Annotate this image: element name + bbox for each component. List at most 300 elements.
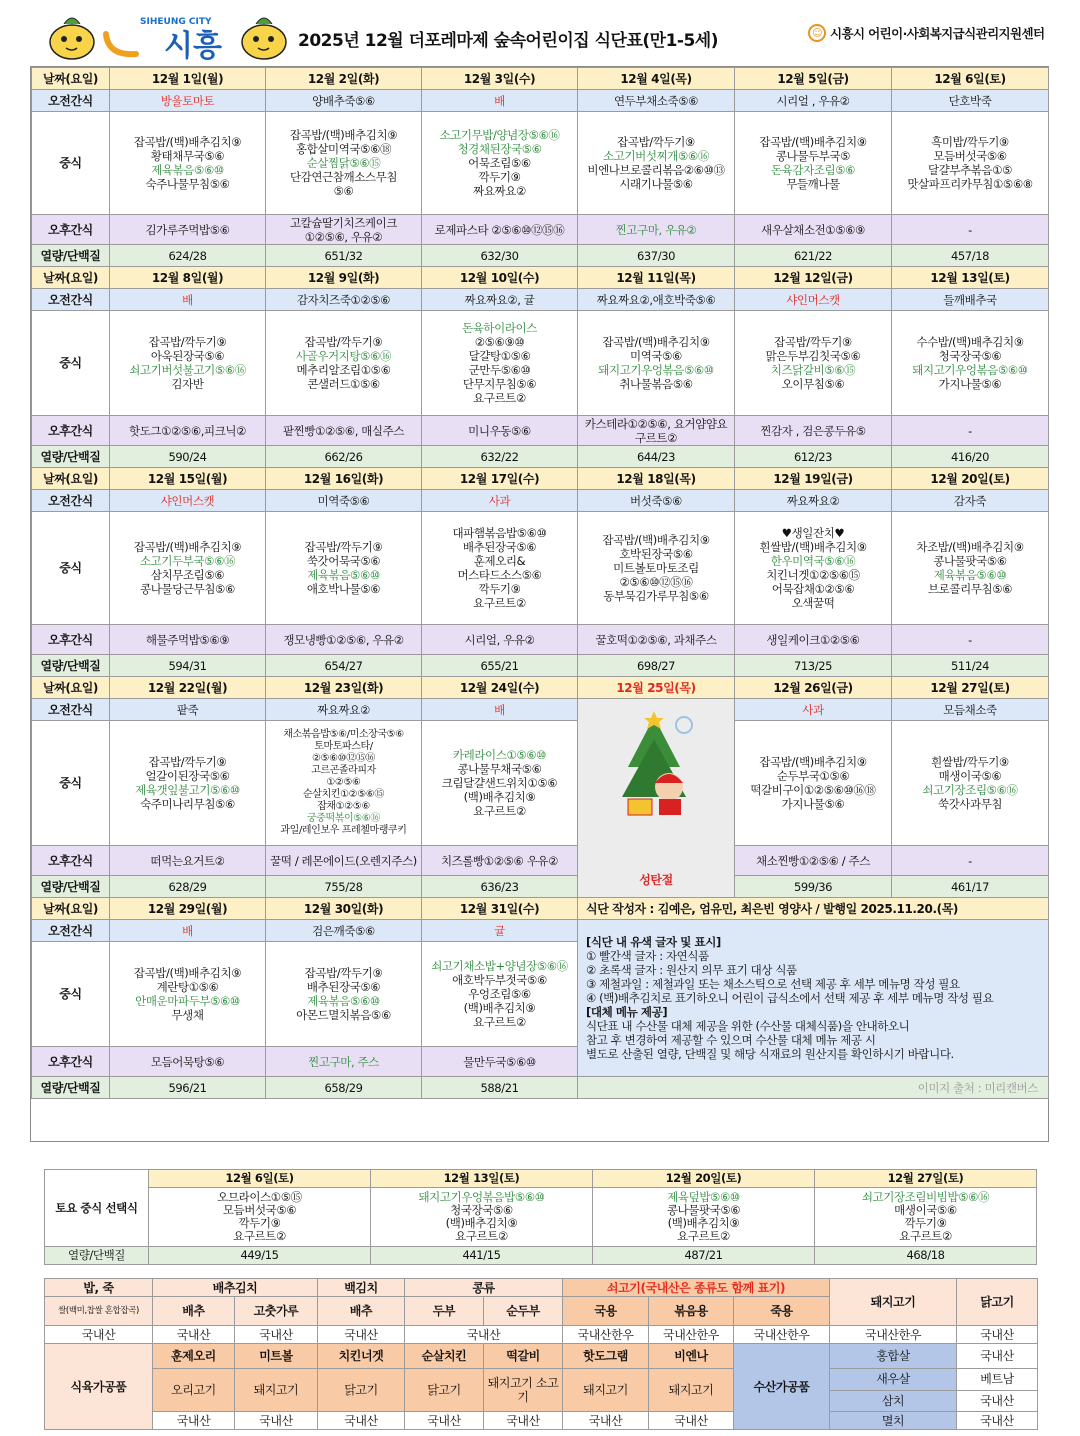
menu-line: 돼지고기우엉볶음⑤⑥⑩ (912, 363, 1028, 377)
menu-line: 미역국⑤⑥ (630, 349, 682, 363)
menu-line: 모듬버섯국⑤⑥ (933, 149, 1007, 163)
pm-snack-cell: 팥찐빵①②⑤⑥, 매실주스 (266, 416, 422, 446)
am-snack-row (32, 920, 1049, 942)
notes-cell (578, 920, 1049, 1077)
menu-line: 소고기무밥/양념장⑤⑥⑯ (439, 128, 560, 142)
date-row (32, 468, 1049, 490)
am-snack-cell: 연두부채소죽⑤⑥ (578, 90, 735, 112)
menu-line: 요구르트② (899, 1229, 952, 1243)
menu-line: 머스타드소스⑤⑥ (457, 568, 542, 582)
menu-line: 아몬드멸치볶음⑤⑥ (296, 1008, 391, 1022)
menu-line: 제육볶음⑤⑥⑩ (307, 568, 380, 582)
menu-line: ♥생일잔치♥ (781, 526, 845, 540)
menu-line: 잡곡밥/(백)배추김치⑨ (133, 135, 242, 149)
menu-line: 단감연근참깨소스무침 (289, 170, 398, 184)
lunch-cell (266, 512, 422, 625)
lunch-cell (578, 112, 735, 215)
kcal-cell: 651/32 (266, 245, 422, 267)
seafood-item: 멸치 (830, 1412, 957, 1430)
date-cell: 12월 31일(수) (422, 898, 578, 920)
processed-label: 식육가공품 (45, 1344, 153, 1430)
menu-line: 배추된장국⑤⑥ (306, 980, 381, 994)
processed-origin: 국내산 (405, 1412, 484, 1430)
origin-head-pork: 돼지고기 (830, 1279, 957, 1326)
am-snack-cell (422, 289, 578, 311)
date-cell: 12월 26일(금) (735, 677, 892, 699)
processed-origin: 국내산 (484, 1412, 563, 1430)
lunch-cell (735, 721, 892, 846)
origin-cell: 국내산 (45, 1326, 153, 1344)
am-snack-row (32, 289, 1049, 311)
lunch-cell (735, 512, 892, 625)
sat-kcal-cell: 487/21 (593, 1247, 815, 1265)
lunch-cell (110, 721, 266, 846)
menu-line: 요구르트② (473, 596, 526, 610)
menu-line: (백)배추김치⑨ (667, 1216, 740, 1230)
row-label-date: 날짜(요일) (32, 898, 110, 920)
date-cell: 12월 22일(월) (110, 677, 266, 699)
seafood-origin: 국내산 (957, 1344, 1038, 1369)
menu-line: 숙주미나리무침⑤⑥ (140, 797, 235, 811)
sat-kcal-row (45, 1247, 1037, 1265)
menu-line: 쇠고기채소밥+양념장⑤⑥⑯ (431, 959, 568, 973)
date-row (32, 68, 1049, 90)
menu-line: 삼치무조림⑤⑥ (150, 568, 225, 582)
menu-line: 잡곡밥/깍두기⑨ (617, 135, 695, 149)
menu-line: 매생이국⑤⑥ (938, 769, 1002, 783)
kcal-cell: 594/31 (110, 655, 266, 677)
kcal-cell: 636/23 (422, 876, 578, 898)
pm-snack-cell: 꿀호떡①②⑤⑥, 과채주스 (578, 625, 735, 655)
seafood-item: 삼치 (830, 1390, 957, 1412)
menu-line: 채소볶음밥⑤⑥/미소장국⑤⑥ (283, 729, 404, 740)
menu-line: 얼갈이된장국⑤⑥ (145, 769, 230, 783)
am-snack-cell: 사과 (422, 490, 578, 512)
image-credit: 이미지 출처 : 미리캔버스 (578, 1077, 1049, 1099)
menu-line: 콩나물당근무침⑤⑥ (140, 582, 235, 596)
am-snack-cell: 모듬채소죽 (892, 699, 1049, 721)
processed-item: 미트볼 (235, 1344, 318, 1369)
notes-alt-title: [대체 메뉴 제공] (586, 1005, 668, 1019)
row-label-kcal: 열량/단백질 (32, 655, 110, 677)
menu-line: 잡곡밥/깍두기⑨ (304, 966, 383, 980)
menu-line: 시래기나물⑤⑥ (619, 177, 693, 191)
christmas-cell (578, 699, 735, 898)
menu-line: 청국장국⑤⑥ (450, 1203, 513, 1217)
pm-snack-cell: - (892, 625, 1049, 655)
menu-line: 흰쌀밥/깍두기⑨ (931, 755, 1009, 769)
date-row (32, 898, 1049, 920)
kcal-row (32, 655, 1049, 677)
am-snack-cell: 배 (110, 920, 266, 942)
notes-alt-line: 별도로 산출된 열량, 단백질 및 해당 식재료의 원산지를 확인하시기 바랍니다. (586, 1047, 954, 1061)
menu-line: 순살치킨①②⑤⑥⑮ (303, 789, 384, 800)
menu-line: 치즈닭갈비⑤⑥⑮ (770, 363, 856, 377)
menu-line: 황태채무국⑤⑥ (150, 149, 225, 163)
origin-head-beans-a: 두부 (405, 1297, 484, 1326)
menu-line: 잡곡밥/깍두기⑨ (148, 335, 227, 349)
pm-snack-cell: - (892, 215, 1049, 245)
date-cell: 12월 12일(금) (735, 267, 892, 289)
menu-line: 쇠고기장조림비빔밥⑤⑥⑯ (861, 1190, 990, 1204)
menu-line: 한우미역국⑤⑥⑯ (770, 554, 856, 568)
lunch-cell (266, 311, 422, 416)
row-label-lunch: 중식 (32, 311, 110, 416)
kcal-row (32, 245, 1049, 267)
menu-line: 요구르트② (233, 1229, 286, 1243)
menu-line: 쑥갓사과무침 (937, 797, 1003, 811)
menu-line: 달걀탕①⑤⑥ (468, 349, 531, 363)
am-snack-cell: 미역죽⑤⑥ (266, 490, 422, 512)
menu-line: 요구르트② (455, 1229, 508, 1243)
author-line: 식단 작성자 : 김예은, 엄유민, 최은빈 영양사 / 발행일 2025.11.20.(목) (578, 898, 1049, 920)
pm-snack-cell: 채소찐빵①②⑤⑥ / 주스 (735, 846, 892, 876)
date-cell: 12월 17일(수) (422, 468, 578, 490)
row-label-date: 날짜(요일) (32, 468, 110, 490)
menu-line: 잡곡밥/(백)배추김치⑨ (133, 540, 242, 554)
pm-snack-row (32, 215, 1049, 245)
menu-line: ②⑤⑥⑩⑫⑮⑯ (619, 575, 693, 589)
menu-line: 깍두기⑨ (238, 1216, 281, 1230)
lunch-cell (892, 112, 1049, 215)
date-cell: 12월 23일(화) (266, 677, 422, 699)
am-snack-cell: 짜요짜요② (735, 490, 892, 512)
row-label-kcal: 열량/단백질 (32, 245, 110, 267)
menu-line: 대파햄볶음밥⑤⑥⑩ (452, 526, 547, 540)
notes-color-item: ④ (백)배추김치로 표기하오니 어린이 급식소에서 선택 제공 후 세부 메뉴명 작성 필요 (586, 991, 994, 1005)
menu-line: 요구르트② (677, 1229, 730, 1243)
origin-cell: 국내산 (405, 1326, 563, 1344)
menu-line: 청경채된장국⑤⑥ (457, 142, 542, 156)
pm-snack-row (32, 625, 1049, 655)
menu-line: (백)배추김치⑨ (463, 790, 536, 804)
lunch-row (32, 721, 1049, 846)
row-label-am: 오전간식 (32, 490, 110, 512)
processed-item: 순살치킨 (405, 1344, 484, 1369)
row-label-am: 오전간식 (32, 289, 110, 311)
sat-kcal-cell: 449/15 (149, 1247, 371, 1265)
page-header (0, 0, 1080, 64)
menu-line: 콩나물팟국⑤⑥ (666, 1203, 741, 1217)
menu-line: 흑미밥/깍두기⑨ (931, 135, 1009, 149)
lunch-cell (892, 512, 1049, 625)
origin-cell: 국내산한우 (649, 1326, 734, 1344)
am-snack-cell: 버섯죽⑤⑥ (578, 490, 735, 512)
kcal-row (32, 446, 1049, 468)
menu-line: 미트볼토마토조림 (613, 561, 699, 575)
sat-head-row (45, 1170, 1037, 1188)
processed-item: 비엔나 (649, 1344, 734, 1369)
date-cell: 12월 4일(목) (578, 68, 735, 90)
notes-color-item: ② 초록색 글자 : 원산지 의무 표기 대상 식품 (586, 963, 797, 977)
kcal-cell: 655/21 (422, 655, 578, 677)
date-cell: 12월 18일(목) (578, 468, 735, 490)
origin-head-beef-b: 볶음용 (649, 1297, 734, 1326)
menu-line: 홍합살미역국⑤⑥⑱ (295, 142, 392, 156)
seafood-label: 수산가공품 (734, 1344, 830, 1430)
lunch-cell (110, 311, 266, 416)
kcal-cell: 588/21 (422, 1077, 578, 1099)
origin-head-beans: 콩류 (405, 1279, 563, 1297)
processed-origin: 국내산 (563, 1412, 649, 1430)
menu-line: 무생채 (171, 1008, 204, 1022)
origin-head-chicken: 닭고기 (957, 1279, 1038, 1326)
lunch-cell (892, 311, 1049, 416)
pm-snack-cell: 카스테라①②⑤⑥, 요거얌얌요구르트② (578, 416, 735, 446)
am-snack-cell: 배 (422, 90, 578, 112)
am-snack-cell: 귤 (422, 920, 578, 942)
am-snack-cell: 짜요짜요② (266, 699, 422, 721)
origin-table (44, 1278, 1038, 1430)
svg-text:SIHEUNG CITY: SIHEUNG CITY (140, 17, 212, 27)
menu-line: 소고기두부국⑤⑥⑯ (139, 554, 236, 568)
kcal-cell: 654/27 (266, 655, 422, 677)
date-cell: 12월 24일(수) (422, 677, 578, 699)
menu-line: 궁중떡볶이⑤⑥⑯ (306, 813, 381, 824)
menu-line: 제육볶음⑤⑥⑩ (151, 163, 224, 177)
menu-line: 잡곡밥/(백)배추김치⑨ (759, 755, 867, 769)
kcal-cell: 624/28 (110, 245, 266, 267)
menu-line: 계란탕①⑤⑥ (156, 980, 219, 994)
mascot-right-icon (242, 18, 286, 59)
menu-line: 돈육하이라이스 (462, 321, 537, 335)
date-cell: 12월 30일(화) (266, 898, 422, 920)
date-row (32, 267, 1049, 289)
pm-snack-cell: 미니우동⑤⑥ (422, 416, 578, 446)
sat-kcal-cell: 441/15 (371, 1247, 593, 1265)
am-snack-row (32, 90, 1049, 112)
pm-snack-row (32, 416, 1049, 446)
seafood-origin: 베트남 (957, 1369, 1038, 1391)
menu-line: 우엉조림⑤⑥ (468, 987, 531, 1001)
origin-cell: 국내산 (957, 1326, 1038, 1344)
processed-meat: 오리고기 (153, 1369, 235, 1412)
menu-line: 제육볶음⑤⑥⑩ (307, 994, 380, 1008)
notes-color-title: [식단 내 유색 글자 및 표시] (586, 935, 721, 949)
sat-date-cell: 12월 27일(토) (815, 1170, 1037, 1188)
lunch-cell (110, 942, 266, 1047)
processed-meat: 돼지고기 (649, 1369, 734, 1412)
date-cell: 12월 5일(금) (735, 68, 892, 90)
am-snack-cell: 짜요짜요②,애호박죽⑤⑥ (578, 289, 735, 311)
date-cell: 12월 13일(토) (892, 267, 1049, 289)
menu-line: 수수밥/(백)배추김치⑨ (916, 335, 1024, 349)
menu-line: 잡곡밥/(백)배추김치⑨ (289, 128, 398, 142)
processed-meat: 돼지고기 (235, 1369, 318, 1412)
menu-line: 비엔나브로콜리볶음②⑥⑩⑬ (587, 163, 725, 177)
kcal-cell: 755/28 (266, 876, 422, 898)
smile-icon: ☺ (808, 24, 826, 42)
pm-snack-row (32, 846, 1049, 876)
lunch-cell (422, 512, 578, 625)
menu-line: 애호박나물⑤⑥ (306, 582, 381, 596)
menu-line: 콩나물무채국⑤⑥ (457, 762, 542, 776)
menu-line: ①②⑤⑥ (326, 777, 361, 788)
lunch-cell (266, 942, 422, 1047)
kcal-cell: 662/26 (266, 446, 422, 468)
processed-item: 핫도그램 (563, 1344, 649, 1369)
menu-line: 콩나물팟국⑤⑥ (933, 554, 1007, 568)
processed-origin: 국내산 (318, 1412, 405, 1430)
menu-line: 토마토파스타/ (314, 741, 373, 752)
menu-line: 제육갯잎불고기⑤⑥⑩ (135, 783, 240, 797)
date-cell: 12월 27일(토) (892, 677, 1049, 699)
menu-line: 브로콜리무침⑤⑥ (927, 582, 1013, 596)
origin-head-rice: 밥, 죽 (45, 1279, 153, 1297)
am-snack-cell: 사과 (735, 699, 892, 721)
menu-line: 잡곡밥/(백)배추김치⑨ (759, 135, 867, 149)
notes-alt-line: 참고 후 변경하여 제공할 수 있으며 수산물 대체 메뉴 제공 시 (586, 1033, 876, 1047)
menu-line: 잡곡밥/(백)배추김치⑨ (133, 966, 242, 980)
menu-line: 흰쌀밥/(백)배추김치⑨ (759, 540, 867, 554)
menu-line: 카레라이스①⑤⑥⑩ (452, 748, 547, 762)
date-cell: 12월 6일(토) (892, 68, 1049, 90)
date-cell: 12월 20일(토) (892, 468, 1049, 490)
lunch-cell (266, 112, 422, 215)
menu-line: 훈제오리& (473, 554, 526, 568)
row-label-lunch: 중식 (32, 512, 110, 625)
menu-line: 청국장국⑤⑥ (938, 349, 1002, 363)
origin-head-beans-b: 순두부 (484, 1297, 563, 1326)
origin-table-wrap (44, 1278, 1037, 1430)
sat-date-cell: 12월 6일(토) (149, 1170, 371, 1188)
kcal-cell: 658/29 (266, 1077, 422, 1099)
menu-line: 쑥갓어묵국⑤⑥ (306, 554, 381, 568)
menu-line: 콩나물두부국⑤ (775, 149, 851, 163)
pm-snack-cell: 김가루주먹밥⑤⑥ (110, 215, 266, 245)
menu-line: 달걀부추볶음①⑤ (927, 163, 1013, 177)
kcal-cell: 590/24 (110, 446, 266, 468)
origin-cell: 국내산 (235, 1326, 318, 1344)
date-cell: 12월 15일(월) (110, 468, 266, 490)
sat-date-cell: 12월 20일(토) (593, 1170, 815, 1188)
seafood-item: 홍합살 (830, 1344, 957, 1369)
menu-line: 잡채①②⑤⑥ (317, 801, 370, 812)
row-label-lunch: 중식 (32, 721, 110, 846)
menu-line: 크림달걀샌드위치①⑤⑥ (441, 776, 558, 790)
menu-line: 잡곡밥/(백)배추김치⑨ (602, 335, 710, 349)
svg-text:시흥: 시흥 (164, 29, 222, 62)
am-snack-cell: 샤인머스캣 (110, 490, 266, 512)
origin-cell: 국내산 (318, 1326, 405, 1344)
lunch-row (32, 311, 1049, 416)
pm-snack-cell: 해물주먹밥⑤⑥⑨ (110, 625, 266, 655)
sat-menu-cell (593, 1188, 815, 1247)
menu-line: 차조밥/(백)배추김치⑨ (916, 540, 1024, 554)
kcal-cell: 637/30 (578, 245, 735, 267)
kcal-cell: 461/17 (892, 876, 1049, 898)
am-snack-row (32, 490, 1049, 512)
row-label-pm: 오후간식 (32, 846, 110, 876)
am-snack-cell: 샤인머스캣 (735, 289, 892, 311)
menu-line: 매생이국⑤⑥ (894, 1203, 957, 1217)
sat-menu-cell (371, 1188, 593, 1247)
pm-snack-cell: 생일케이크①②⑤⑥ (735, 625, 892, 655)
sat-kcal-cell: 468/18 (815, 1247, 1037, 1265)
kcal-cell: 644/23 (578, 446, 735, 468)
lunch-row (32, 512, 1049, 625)
origin-head-cabbage: 배추김치 (153, 1279, 318, 1297)
row-label-date: 날짜(요일) (32, 68, 110, 90)
kcal-cell: 511/24 (892, 655, 1049, 677)
row-label-pm: 오후간식 (32, 625, 110, 655)
menu-line: 돈육감자조림⑤⑥ (770, 163, 856, 177)
seafood-item: 새우살 (830, 1369, 957, 1391)
processed-origin: 국내산 (649, 1412, 734, 1430)
saturday-table-wrap (44, 1169, 1037, 1265)
sat-menu-cell (815, 1188, 1037, 1247)
pm-snack-cell: 찐고구마, 주스 (266, 1047, 422, 1077)
menu-line: 떡갈비구이①②⑤⑥⑩⑯⑱ (750, 783, 876, 797)
processed-item: 떡갈비 (484, 1344, 563, 1369)
lunch-cell (578, 512, 735, 625)
lunch-cell (266, 721, 422, 846)
kcal-row (32, 1077, 1049, 1099)
menu-line: ②⑤⑥⑩⑫⑮⑯ (311, 753, 376, 764)
kcal-cell: 416/20 (892, 446, 1049, 468)
lunch-row (32, 112, 1049, 215)
origin-head-white: 백김치 (318, 1279, 405, 1297)
lunch-cell (422, 942, 578, 1047)
menu-line: 애호박두부젓국⑤⑥ (452, 973, 547, 987)
menu-line: 짜요짜요② (473, 184, 526, 198)
row-label-kcal: 열량/단백질 (32, 446, 110, 468)
page-title: 2025년 12월 더포레마제 숲속어린이집 식단표(만1-5세) (298, 31, 718, 51)
menu-line: 김자반 (171, 377, 204, 391)
date-cell: 12월 1일(월) (110, 68, 266, 90)
menu-line: (백)배추김치⑨ (463, 1001, 536, 1015)
lunch-cell (578, 311, 735, 416)
origin-head-cabbage-b: 고춧가루 (235, 1297, 318, 1326)
pm-snack-cell: 로제파스타 ②⑤⑥⑩⑫⑮⑯ (422, 215, 578, 245)
menu-line: 순두부국①⑤⑥ (776, 769, 850, 783)
am-snack-cell: 양배추죽⑤⑥ (266, 90, 422, 112)
menu-line: 오이무침⑤⑥ (781, 377, 845, 391)
row-label-am: 오전간식 (32, 90, 110, 112)
row-label-pm: 오후간식 (32, 215, 110, 245)
row-label-lunch: 중식 (32, 112, 110, 215)
pm-snack-cell: 시리얼, 우유② (422, 625, 578, 655)
am-snack-cell: 방울토마토 (110, 90, 266, 112)
date-cell: 12월 29일(월) (110, 898, 266, 920)
menu-line: 배추된장국⑤⑥ (462, 540, 537, 554)
origin-head-beef-a: 국용 (563, 1297, 649, 1326)
processed-item: 훈제오리 (153, 1344, 235, 1369)
menu-line: 깍두기⑨ (478, 170, 521, 184)
pm-snack-cell: 새우살채소전①⑤⑥⑨ (735, 215, 892, 245)
origin-head-beef: 쇠고기(국내산은 종류도 함께 표기) (563, 1279, 830, 1297)
row-label-pm: 오후간식 (32, 1047, 110, 1077)
pm-snack-cell: 핫도그①②⑤⑥,피크닉② (110, 416, 266, 446)
menu-table (31, 67, 1049, 1099)
pm-snack-cell: 모듬어묵탕⑤⑥ (110, 1047, 266, 1077)
sat-date-cell: 12월 13일(토) (371, 1170, 593, 1188)
menu-line: 잡곡밥/깍두기⑨ (304, 540, 383, 554)
origin-head-white-a: 배추 (318, 1297, 405, 1326)
christmas-tree-icon (614, 709, 694, 819)
menu-line: 제육볶음⑤⑥⑩ (933, 568, 1007, 582)
kcal-cell: 457/18 (892, 245, 1049, 267)
menu-line: 잡곡밥/(백)배추김치⑨ (602, 533, 710, 547)
am-snack-cell: 들깨배추국 (892, 289, 1049, 311)
menu-line: 잡곡밥/깍두기⑨ (148, 755, 227, 769)
date-cell: 12월 9일(화) (266, 267, 422, 289)
menu-line: 요구르트② (473, 804, 526, 818)
menu-line: 단무지무침⑤⑥ (462, 377, 537, 391)
menu-line: 제육덮밥⑤⑥⑩ (667, 1190, 740, 1204)
pm-snack-cell: - (892, 846, 1049, 876)
pm-snack-cell: - (892, 416, 1049, 446)
